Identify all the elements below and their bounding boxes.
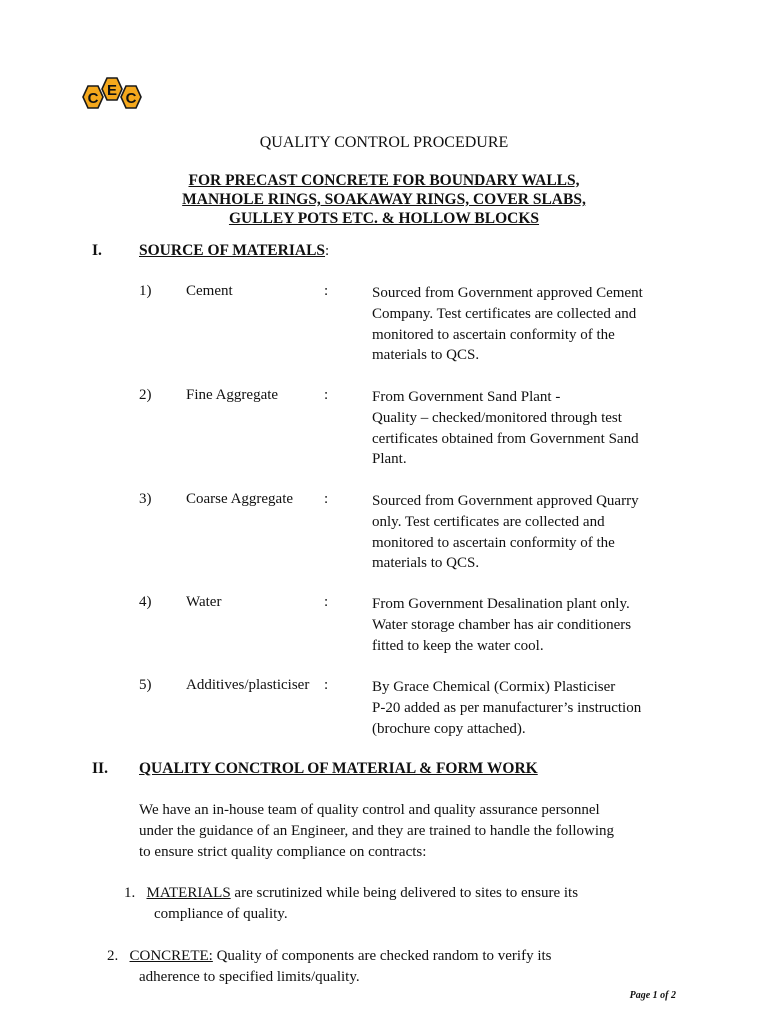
description-line: monitored to ascertain conformity of the — [372, 534, 615, 551]
list-text: are scrutinized while being delivered to sites to ensure its — [230, 885, 579, 901]
item-label: Cement — [186, 283, 233, 299]
description-line: only. Test certificates are collected and — [372, 513, 605, 530]
description-line: From Government Desalination plant only. — [372, 596, 630, 612]
section-1-heading — [139, 242, 329, 260]
company-logo — [78, 76, 146, 118]
list-item — [124, 883, 684, 925]
item-number: 1) — [139, 283, 152, 299]
item-label: Fine Aggregate — [186, 387, 279, 403]
item-number: 4) — [139, 594, 152, 610]
description-line: P-20 added as per manufacturer’s instruction — [372, 699, 642, 716]
list-continuation: adherence to specified limits/quality. — [139, 969, 360, 985]
item-description — [372, 387, 702, 470]
description-line: certificates obtained from Government Sand — [372, 430, 639, 447]
description-line: materials to QCS. — [372, 555, 480, 572]
page-number: Page 1 of 2 — [629, 990, 676, 1001]
description-line: (brochure copy attached). — [372, 720, 526, 737]
item-description — [372, 594, 702, 656]
section-1-title: SOURCE OF MATERIALS — [139, 242, 326, 259]
list-continuation: compliance of quality. — [154, 906, 288, 922]
item-colon: : — [324, 283, 329, 299]
item-label: Water — [186, 594, 222, 610]
item-colon: : — [324, 677, 329, 693]
description-line: Quality – checked/monitored through test — [372, 409, 622, 426]
item-description — [372, 677, 702, 739]
list-number: 2. — [107, 948, 119, 964]
item-colon: : — [324, 491, 329, 507]
item-colon: : — [324, 594, 329, 610]
subtitle-line: GULLEY POTS ETC. & HOLLOW BLOCKS — [228, 210, 540, 227]
item-description — [372, 283, 702, 366]
item-label: Coarse Aggregate — [186, 491, 294, 507]
list-term: CONCRETE: — [129, 948, 213, 964]
description-line: monitored to ascertain conformity of the — [372, 326, 615, 343]
subtitle-line: MANHOLE RINGS, SOAKAWAY RINGS, COVER SLABS, — [182, 191, 586, 208]
intro-line: to ensure strict quality compliance on contracts: — [139, 844, 427, 860]
list-term: MATERIALS — [146, 885, 231, 901]
description-line: From Government Sand Plant - — [372, 389, 561, 405]
description-line: fitted to keep the water cool. — [372, 637, 544, 654]
item-label: Additives/plasticiser — [186, 677, 310, 693]
section-1-number: I. — [92, 242, 102, 259]
logo-letter-1: C — [87, 90, 99, 107]
subtitle-line: FOR PRECAST CONCRETE FOR BOUNDARY WALLS, — [188, 172, 580, 189]
intro-line: under the guidance of an Engineer, and they are trained to handle the following — [139, 823, 615, 839]
item-number: 2) — [139, 387, 152, 403]
section-1-suffix: : — [325, 243, 330, 259]
description-line: Water storage chamber has air conditioners — [372, 616, 632, 633]
item-colon: : — [324, 387, 329, 403]
description-line: Plant. — [372, 451, 407, 468]
list-item — [107, 946, 687, 988]
list-text: Quality of components are checked random to verify its — [212, 948, 552, 964]
logo-letter-3: C — [125, 90, 137, 107]
description-line: By Grace Chemical (Cormix) Plasticiser — [372, 679, 616, 695]
section-2-number: II. — [92, 760, 108, 777]
item-number: 5) — [139, 677, 152, 693]
section-2-intro — [139, 800, 699, 863]
description-line: Sourced from Government approved Cement — [372, 285, 643, 301]
logo-letter-2: E — [106, 82, 118, 99]
item-number: 3) — [139, 491, 152, 507]
description-line: materials to QCS. — [372, 347, 480, 364]
item-description — [372, 491, 702, 574]
description-line: Company. Test certificates are collected and — [372, 305, 637, 322]
document-title: QUALITY CONTROL PROCEDURE — [259, 134, 509, 151]
list-number: 1. — [124, 885, 136, 901]
description-line: Sourced from Government approved Quarry — [372, 493, 639, 509]
document-subtitle — [0, 171, 768, 228]
intro-line: We have an in-house team of quality control and quality assurance personnel — [139, 802, 600, 818]
section-2-title: QUALITY CONCTROL OF MATERIAL & FORM WORK — [139, 760, 538, 777]
